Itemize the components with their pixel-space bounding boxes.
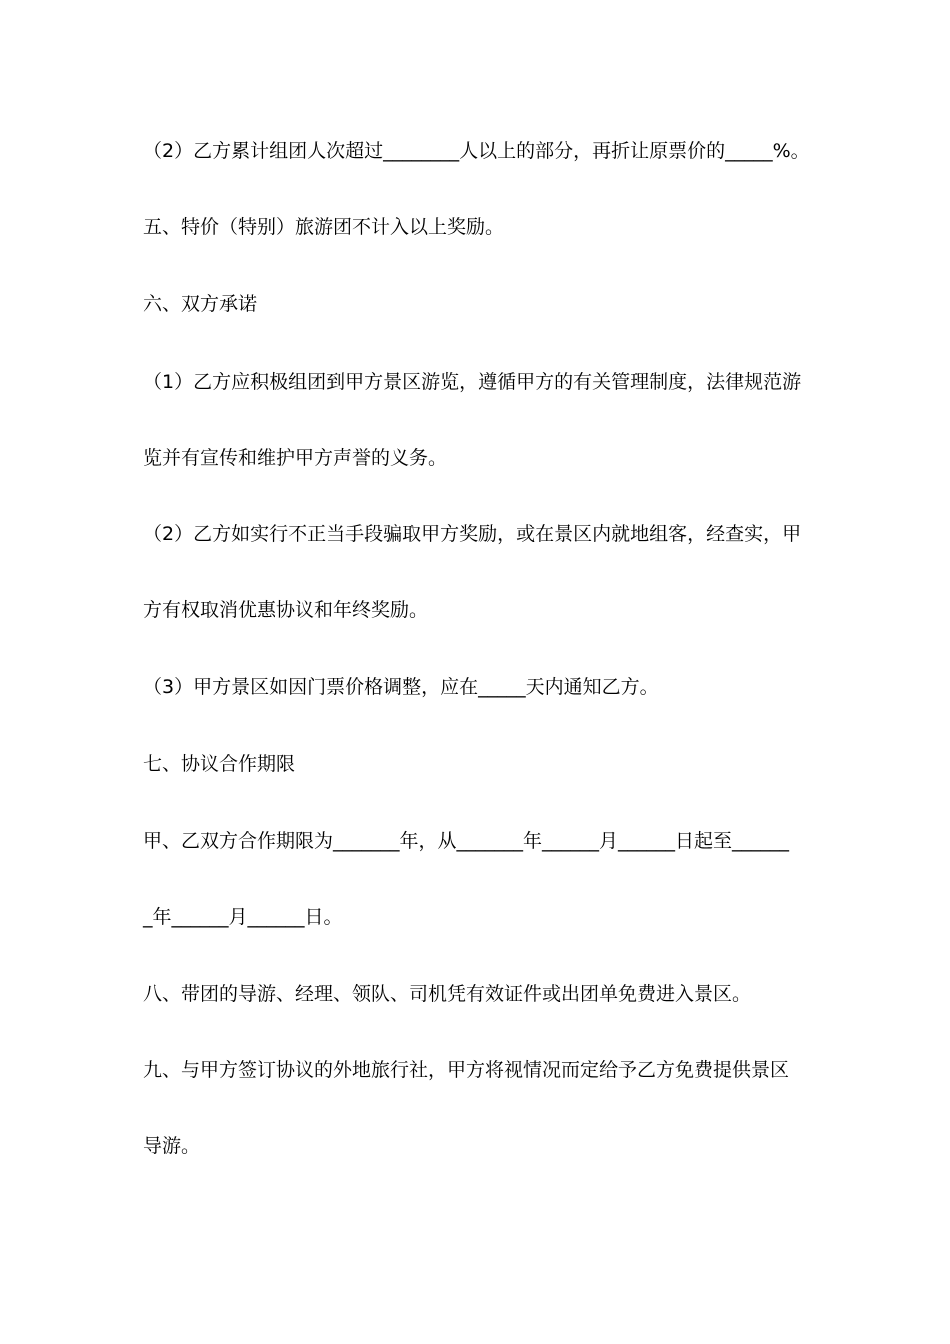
clause-7-term-line-2: _年______月______日。 [143,906,343,928]
clause-6-heading: 六、双方承诺 [143,293,258,315]
clause-6-3-line: （3）甲方景区如因门票价格调整，应在_____天内通知乙方。 [143,676,659,698]
clause-6-2-line-2: 方有权取消优惠协议和年终奖励。 [143,599,429,621]
clause-7-heading: 七、协议合作期限 [143,753,296,775]
clause-6-1-line-2: 览并有宣传和维护甲方声誉的义务。 [143,447,448,469]
clause-8-line: 八、带团的导游、经理、领队、司机凭有效证件或出团单免费进入景区。 [143,983,752,1005]
clause-5-heading-special-tours: 五、特价（特别）旅游团不计入以上奖励。 [143,216,505,238]
clause-6-1-line-1: （1）乙方应积极组团到甲方景区游览，遵循甲方的有关管理制度，法律规范游 [143,371,802,393]
clause-9-line-1: 九、与甲方签订协议的外地旅行社，甲方将视情况而定给予乙方免费提供景区 [143,1059,790,1081]
clause-9-line-2: 导游。 [143,1135,201,1157]
clause-6-2-line-1: （2）乙方如实行不正当手段骗取甲方奖励，或在景区内就地组客，经查实，甲 [143,523,802,545]
clause-5-2-line: （2）乙方累计组团人次超过________人以上的部分，再折让原票价的_____%。 [143,140,810,162]
clause-7-term-line-1: 甲、乙双方合作期限为_______年，从_______年______月______日起至______ [143,830,790,852]
